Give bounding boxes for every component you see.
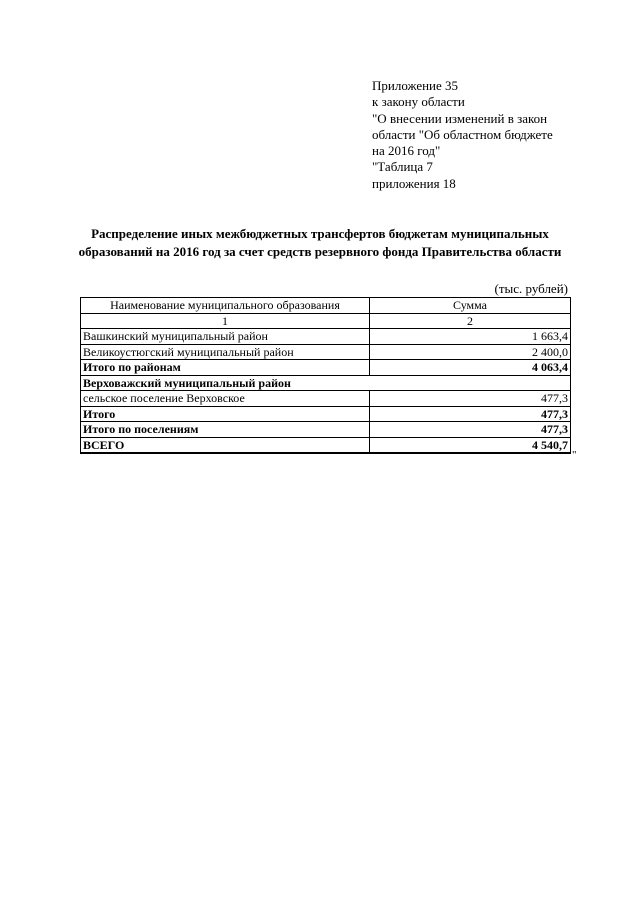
- title-line-1: Распределение иных межбюджетных трансфертов бюджетам муниципальных: [91, 226, 549, 241]
- row-value: 2 400,0: [370, 344, 571, 360]
- transfers-table: [80, 297, 571, 454]
- row-value: 1 663,4: [370, 329, 571, 345]
- row-name: сельское поселение Верховское: [81, 391, 370, 407]
- row-name: ВСЕГО: [81, 437, 370, 453]
- column-number-row: [81, 313, 571, 329]
- row-name: Итого по районам: [81, 360, 370, 376]
- table-row: [81, 329, 571, 345]
- grand-total-row: [81, 437, 571, 453]
- row-value: 477,3: [370, 391, 571, 407]
- header-line: к закону области: [372, 94, 465, 110]
- document-title: [40, 225, 600, 261]
- closing-quote: ": [572, 449, 577, 461]
- header-line: Приложение 35: [372, 78, 459, 93]
- header-line: приложения 18: [372, 175, 456, 191]
- row-name: Итого: [81, 406, 370, 422]
- row-value: 4 540,7: [370, 437, 571, 453]
- subtotal-row: [81, 360, 571, 376]
- header-line: "Таблица 7: [372, 159, 433, 175]
- table-header-row: [81, 298, 571, 314]
- row-value: 4 063,4: [370, 360, 571, 376]
- row-value: 477,3: [370, 422, 571, 438]
- table-row: [81, 344, 571, 360]
- column-number: 1: [81, 313, 370, 329]
- table-row: [81, 391, 571, 407]
- row-name: Вашкинский муниципальный район: [81, 329, 370, 345]
- appendix-header: [372, 78, 592, 192]
- section-header-row: [81, 375, 571, 391]
- title-line-2: образований на 2016 год за счет средств резервного фонда Правительства области: [78, 244, 562, 259]
- header-line: на 2016 год": [372, 143, 441, 159]
- row-value: 477,3: [370, 406, 571, 422]
- row-name: Великоустюгский муниципальный район: [81, 344, 370, 360]
- subtotal-row: [81, 422, 571, 438]
- header-line: области "Об областном бюджете: [372, 126, 553, 142]
- column-header-name: Наименование муниципального образования: [81, 298, 370, 314]
- header-line: "О внесении изменений в закон: [372, 110, 548, 126]
- units-label: (тыс. рублей): [494, 281, 568, 296]
- column-header-sum: Сумма: [370, 298, 571, 314]
- column-number: 2: [370, 313, 571, 329]
- row-name: Итого по поселениям: [81, 422, 370, 438]
- subtotal-row: [81, 406, 571, 422]
- section-name: Верховажский муниципальный район: [81, 375, 571, 391]
